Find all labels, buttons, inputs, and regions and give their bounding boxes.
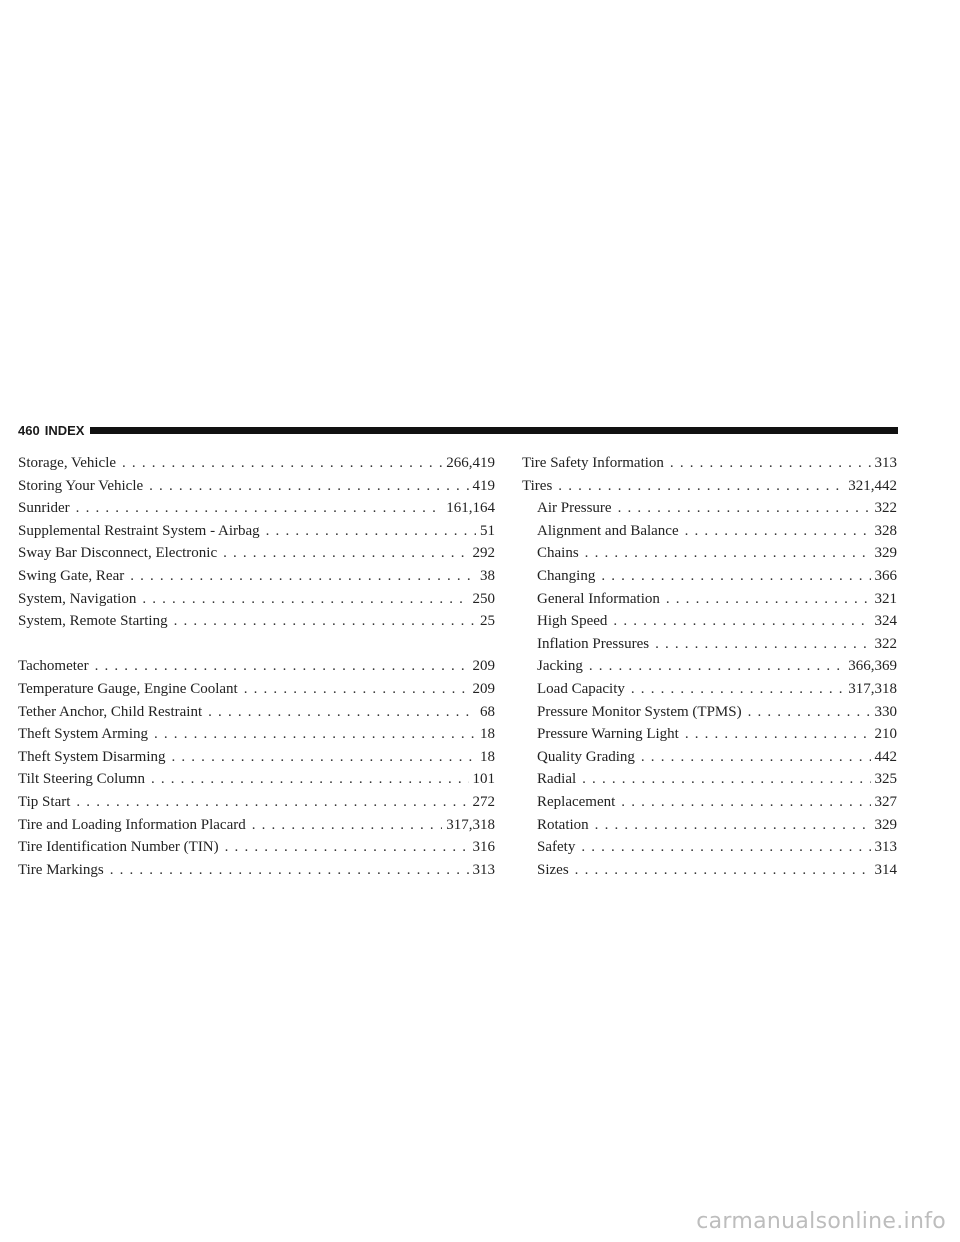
entry-term: System, Navigation [18,590,137,607]
index-subentry [522,497,897,520]
index-subentry [522,701,897,724]
entry-term: Alignment and Balance [537,522,679,539]
entry-page: 18 [480,748,495,765]
entry-term: Pressure Warning Light [537,726,679,743]
leader-dots [171,746,476,769]
leader-dots [142,588,468,611]
leader-dots [618,497,871,520]
index-entry [18,791,495,814]
entry-term: Rotation [537,816,589,833]
index-subentry [522,520,897,543]
entry-term: High Speed [537,613,608,630]
entry-page: 161,164 [446,500,495,517]
index-entry [18,452,495,475]
entry-page: 266,419 [446,455,495,471]
group-spacer [18,633,495,656]
entry-term: Tire Safety Information [522,455,664,471]
entry-term: Jacking [537,658,583,675]
entry-term: Tachometer [18,658,89,675]
entry-page: 329 [874,545,897,562]
leader-dots [575,859,871,882]
entry-page: 366 [874,567,897,584]
entry-page: 321 [874,590,897,607]
entry-page: 322 [874,635,897,652]
entry-page: 442 [874,748,897,765]
index-subentry [522,746,897,769]
leader-dots [244,678,469,701]
leader-dots [670,452,871,475]
entry-page: 328 [874,522,897,539]
entry-term: Tire and Loading Information Placard [18,816,246,833]
entry-page: 329 [874,816,897,833]
entry-page: 209 [472,658,495,675]
entry-term: Tire Markings [18,861,104,878]
entry-term: Load Capacity [537,680,625,697]
entry-page: 327 [874,793,897,810]
index-entry [18,836,495,859]
leader-dots [601,565,870,588]
leader-dots [266,520,476,543]
entry-term: Tip Start [18,793,71,810]
leader-dots [748,701,871,724]
leader-dots [589,655,844,678]
entry-term: Storage, Vehicle [18,455,117,471]
index-subentry [522,814,897,837]
index-subentry [522,678,897,701]
entry-term: Sizes [537,861,569,878]
entry-page: 316 [472,839,495,856]
index-subentry [522,791,897,814]
entry-term: Quality Grading [537,748,635,765]
entry-page: 325 [874,771,897,788]
leader-dots [110,859,469,882]
entry-page: 322 [874,500,897,517]
index-subentry [522,655,897,678]
section-title: INDEX [44,422,85,438]
leader-dots [585,542,871,565]
entry-term: General Information [537,590,660,607]
leader-dots [582,768,870,791]
index-entry [18,723,495,746]
entry-term: Supplemental Restraint System - Airbag [18,522,260,539]
index-entry [522,452,897,475]
watermark: carmanualsonline.info [696,1209,946,1234]
entry-page: 209 [472,680,495,697]
entry-page: 292 [472,545,495,562]
index-entry [18,768,495,791]
leader-dots [595,814,871,837]
leader-dots [685,723,871,746]
leader-dots [252,814,443,837]
entry-page: 366,369 [848,658,897,675]
entry-term: Theft System Disarming [18,748,166,765]
entry-term: Tires [522,477,553,494]
leader-dots [95,655,469,678]
index-entry [18,814,495,837]
entry-term: Air Pressure [537,500,612,517]
leader-dots [76,791,468,814]
entry-term: Replacement [537,793,616,810]
entry-page: 419 [472,477,495,494]
entry-page: 101 [472,771,495,788]
entry-term: Theft System Arming [18,726,148,743]
leader-dots [174,610,476,633]
entry-term: Tire Identification Number (TIN) [18,839,219,856]
leader-dots [76,497,443,520]
entry-term: Changing [537,567,596,584]
entry-page: 51 [480,522,495,539]
index-entry [18,565,495,588]
entry-term: Safety [537,839,576,856]
entry-page: 321,442 [848,477,897,494]
leader-dots [208,701,476,724]
index-subentry [522,588,897,611]
index-entry [18,497,495,520]
leader-dots [130,565,476,588]
leader-dots [581,836,870,859]
index-column-right [522,452,897,881]
leader-dots [621,791,870,814]
index-subentry [522,768,897,791]
index-entry [18,475,495,498]
entry-term: Radial [537,771,577,788]
leader-dots [122,452,442,475]
index-entry [18,588,495,611]
entry-page: 25 [480,613,495,630]
index-entry [18,655,495,678]
leader-dots [558,475,844,498]
leader-dots [655,633,870,656]
leader-dots [151,768,469,791]
leader-dots [154,723,476,746]
entry-page: 38 [480,567,495,584]
entry-term: Storing Your Vehicle [18,477,144,494]
entry-term: Pressure Monitor System (TPMS) [537,703,742,720]
leader-dots [225,836,469,859]
index-entry [18,520,495,543]
leader-dots [685,520,871,543]
index-subentry [522,565,897,588]
index-subentry [522,723,897,746]
entry-term: Sway Bar Disconnect, Electronic [18,545,218,562]
page-header [18,420,898,440]
header-rule [90,427,898,434]
page-number: 460 [18,422,40,438]
entry-page: 272 [472,793,495,810]
entry-page: 324 [874,613,897,630]
index-subentry [522,633,897,656]
entry-page: 314 [874,861,897,878]
leader-dots [666,588,871,611]
entry-page: 250 [472,590,495,607]
index-entry [18,610,495,633]
leader-dots [631,678,844,701]
entry-page: 210 [874,726,897,743]
index-entry [18,746,495,769]
index-subentry [522,836,897,859]
entry-page: 317,318 [848,680,897,697]
index-entry [18,542,495,565]
entry-page: 313 [874,839,897,856]
index-entry [522,475,897,498]
index-subentry [522,610,897,633]
entry-term: Chains [537,545,579,562]
entry-term: Inflation Pressures [537,635,650,652]
leader-dots [149,475,468,498]
entry-page: 68 [480,703,495,720]
entry-term: Tether Anchor, Child Restraint [18,703,203,720]
entry-page: 313 [472,861,495,878]
entry-term: Swing Gate, Rear [18,567,125,584]
index-entry [18,678,495,701]
index-entry [18,701,495,724]
leader-dots [641,746,871,769]
entry-term: System, Remote Starting [18,613,168,630]
index-subentry [522,859,897,882]
entry-term: Tilt Steering Column [18,771,145,788]
entry-term: Temperature Gauge, Engine Coolant [18,680,238,697]
leader-dots [223,542,468,565]
index-subentry [522,542,897,565]
entry-page: 18 [480,726,495,743]
leader-dots [613,610,870,633]
entry-term: Sunrider [18,500,70,517]
entry-page: 313 [874,455,897,471]
entry-page: 330 [874,703,897,720]
index-entry [18,859,495,882]
entry-page: 317,318 [446,816,495,833]
index-column-left [18,452,495,881]
